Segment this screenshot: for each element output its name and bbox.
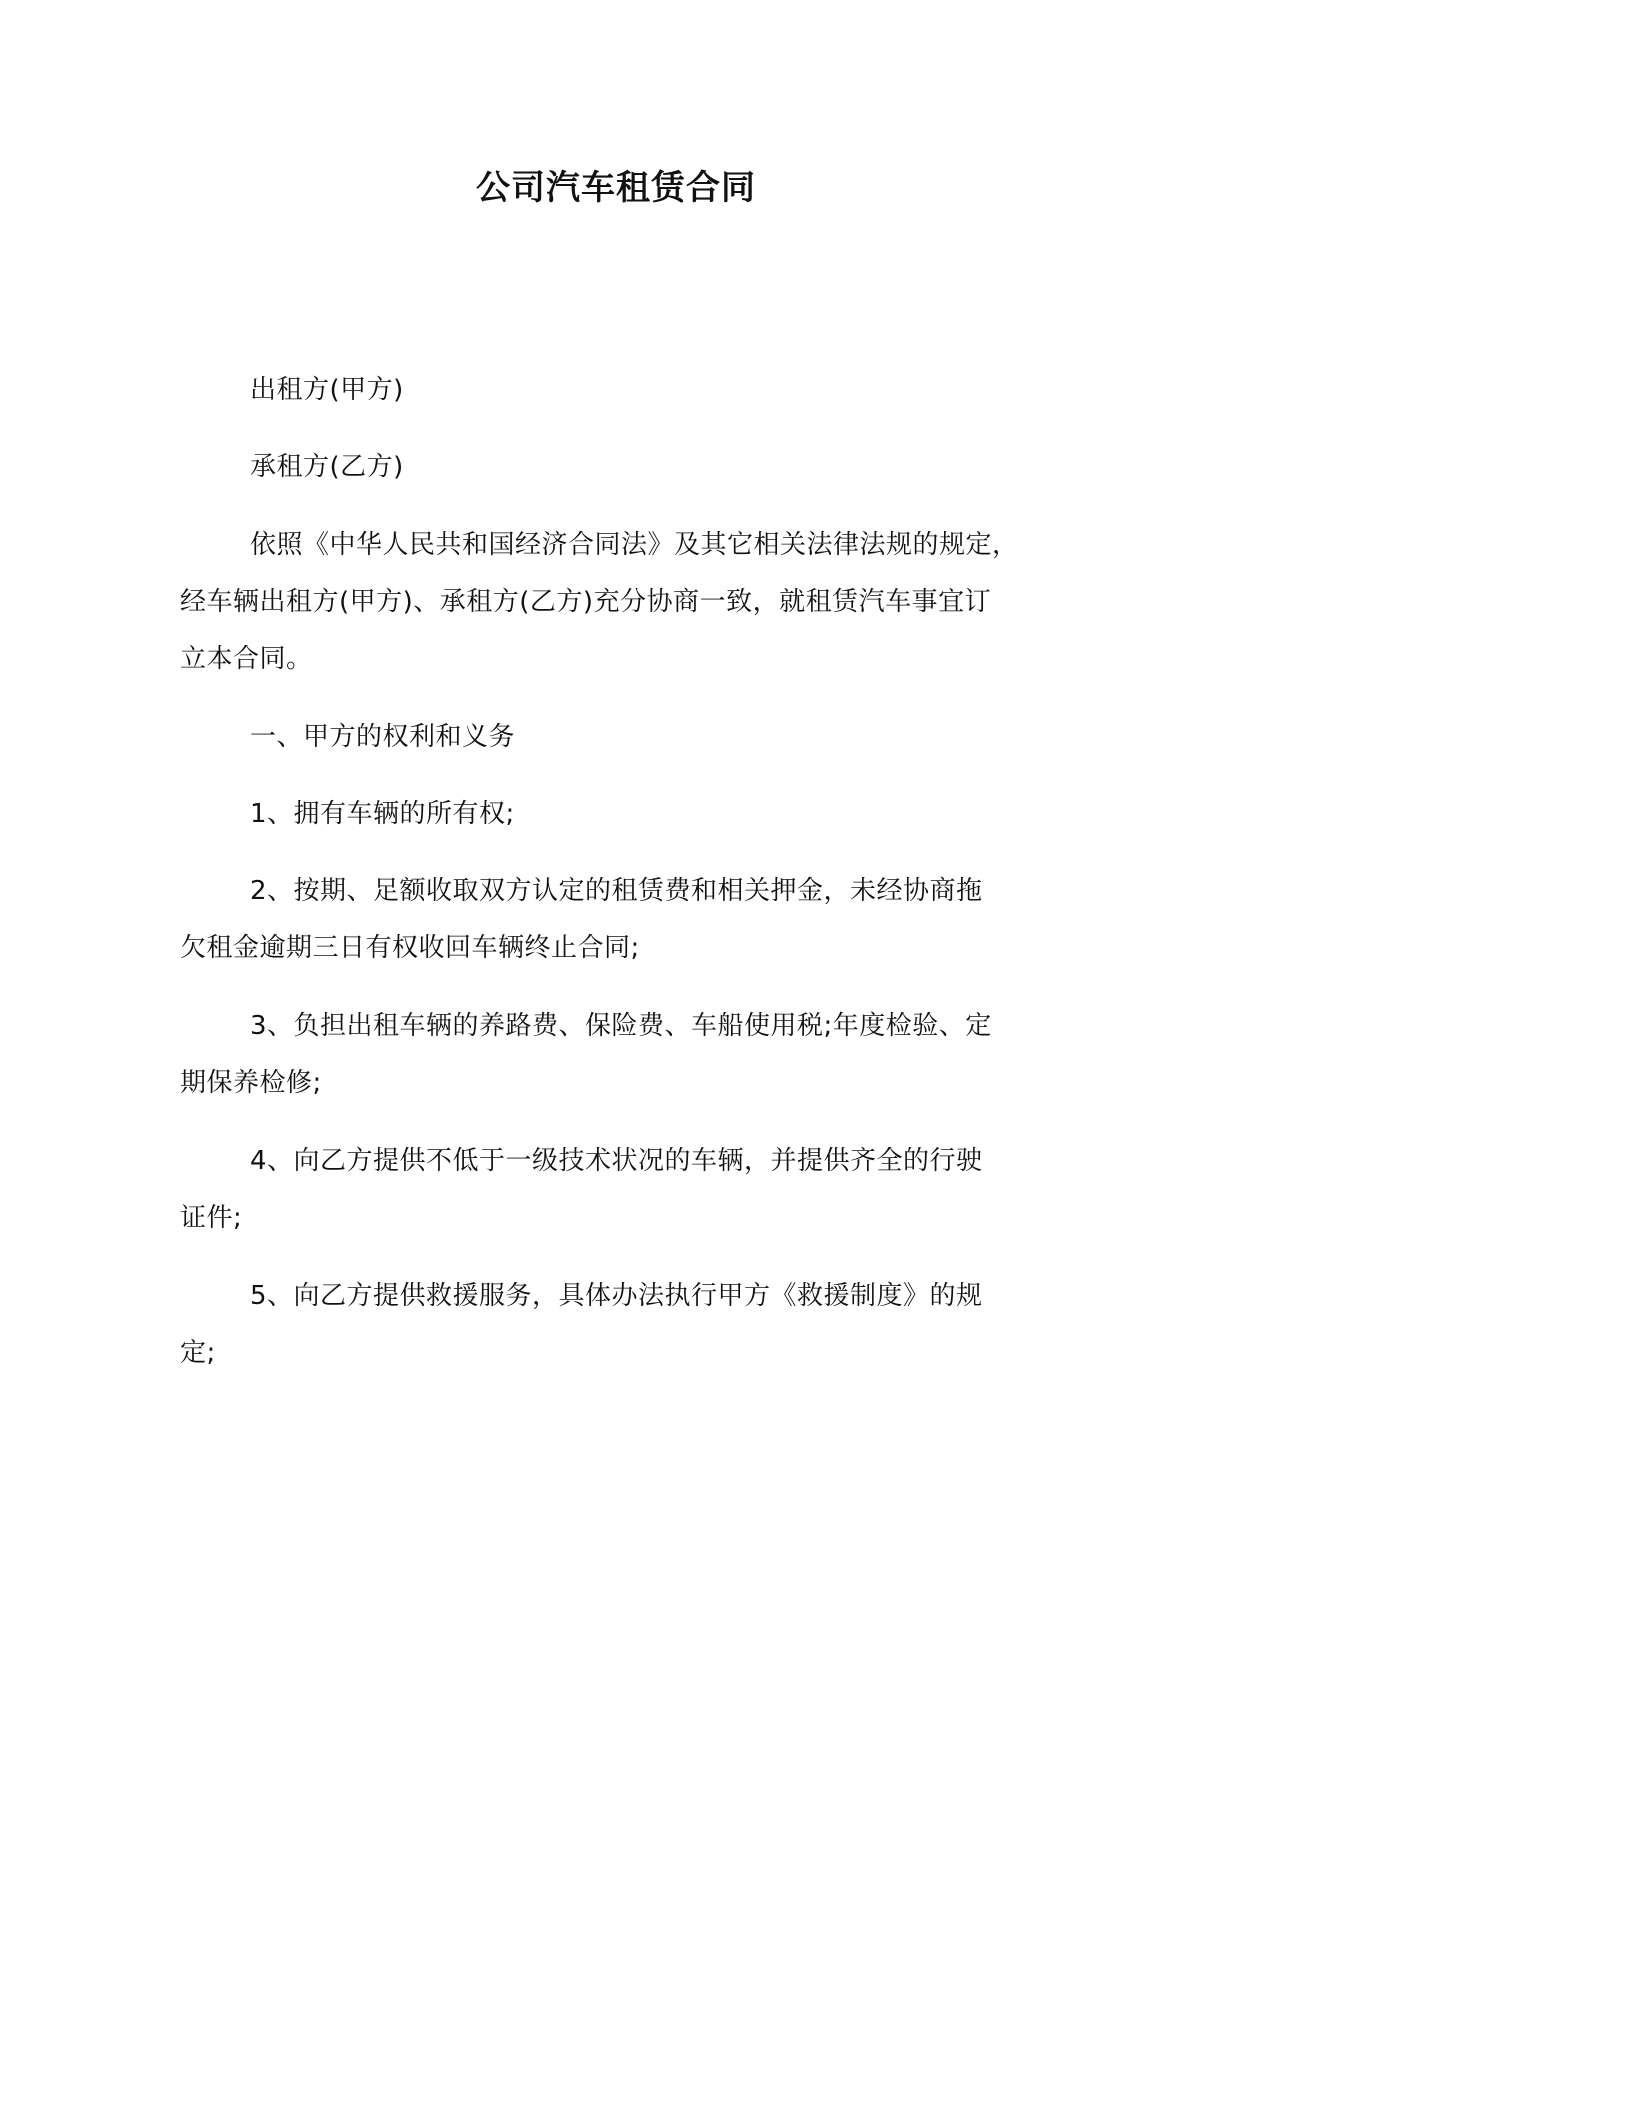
clause-4 [180,1133,1060,1247]
clause-1 [180,786,1060,843]
clause-3-line-1: 3、负担出租车辆的养路费、保险费、车船使用税;年度检验、定 [250,1011,992,1041]
section-heading [180,709,1060,766]
preamble-paragraph [180,517,1060,688]
lessee-text: 承租方(乙方) [250,452,404,482]
clause-4-line-1: 4、向乙方提供不低于一级技术状况的车辆，并提供齐全的行驶 [250,1146,983,1176]
section1-heading-text: 一、甲方的权利和义务 [250,722,516,752]
clause-2-line-1: 2、按期、足额收取双方认定的租赁费和相关押金，未经协商拖 [250,876,983,906]
lessee-line [180,439,1060,496]
clause-3 [180,998,1060,1112]
preamble-line-3: 立本合同。 [180,644,313,674]
clause-2-line-2: 欠租金逾期三日有权收回车辆终止合同; [180,933,640,963]
clause-5-line-2: 定; [180,1338,216,1368]
lessor-line [180,362,1060,419]
clause-5 [180,1268,1060,1382]
preamble-line-1: 依照《中华人民共和国经济合同法》及其它相关法律法规的规定， [250,530,1019,560]
lessor-text: 出租方(甲方) [250,375,404,405]
preamble-line-2: 经车辆出租方(甲方)、承租方(乙方)充分协商一致，就租赁汽车事宜订 [180,587,992,617]
clause-5-line-1: 5、向乙方提供救援服务，具体办法执行甲方《救援制度》的规 [250,1281,983,1311]
clause-1-line-1: 1、拥有车辆的所有权; [250,799,515,829]
clause-2 [180,863,1060,977]
document-title: 公司汽车租赁合同 [476,168,756,208]
clause-3-line-2: 期保养检修; [180,1068,322,1098]
clause-4-line-2: 证件; [180,1203,243,1233]
